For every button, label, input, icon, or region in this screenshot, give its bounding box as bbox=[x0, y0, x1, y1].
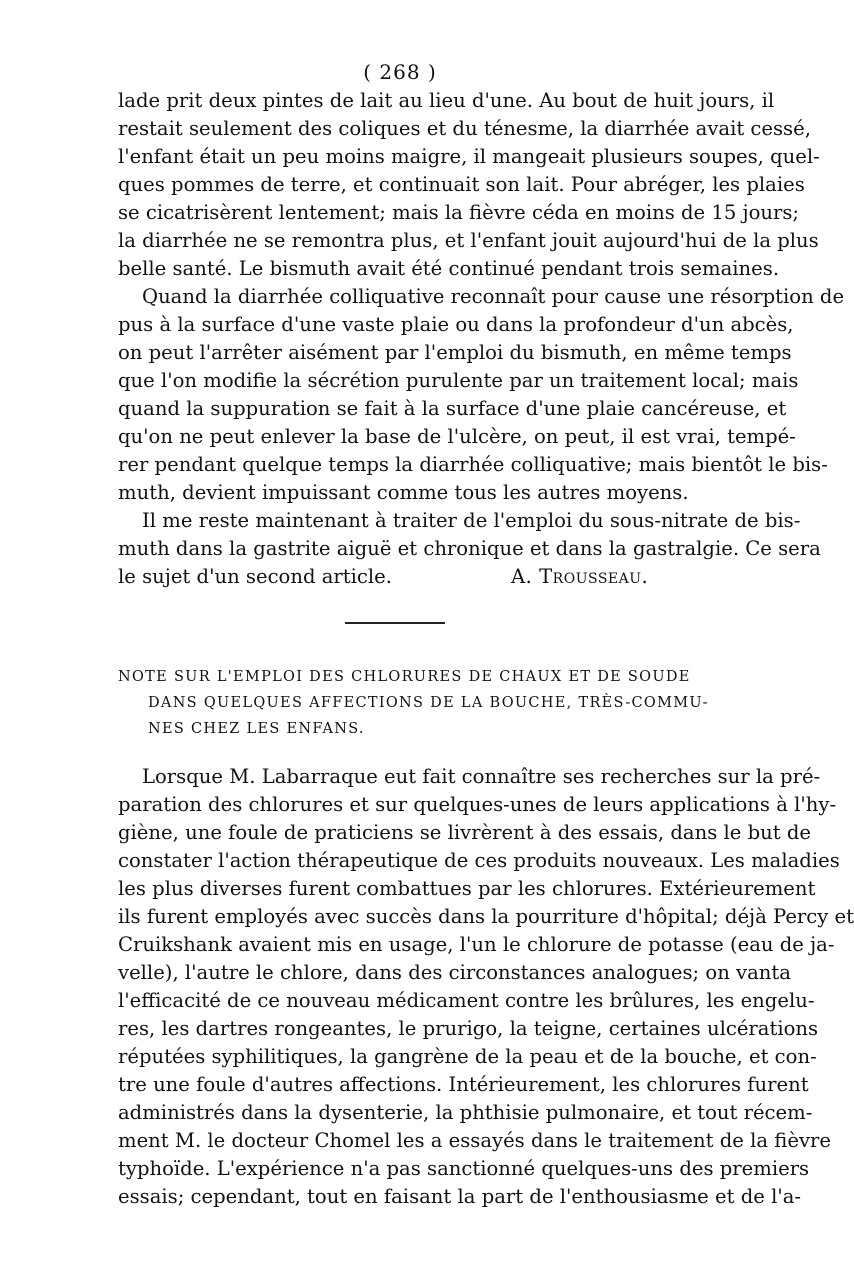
text-line: res, les dartres rongeantes, le prurigo, la teigne, certaines ulcérations bbox=[118, 1017, 819, 1040]
text-line: restait seulement des coliques et du ténesme, la diarrhée avait cessé, bbox=[118, 117, 811, 140]
article-title-line: DANS QUELQUES AFFECTIONS DE LA BOUCHE, TRÈS-COMMU- bbox=[148, 695, 709, 711]
text-line: se cicatrisèrent lentement; mais la fièvre céda en moins de 15 jours; bbox=[118, 201, 800, 224]
text-line: muth dans la gastrite aiguë et chronique et dans la gastralgie. Ce sera bbox=[118, 537, 821, 560]
article-title-line: NES CHEZ LES ENFANS. bbox=[148, 721, 365, 737]
text-line: la diarrhée ne se remontra plus, et l'enfant jouit aujourd'hui de la plus bbox=[118, 229, 819, 252]
text-line: l'enfant était un peu moins maigre, il mangeait plusieurs soupes, quel- bbox=[118, 145, 820, 168]
text-line: rer pendant quelque temps la diarrhée colliquative; mais bientôt le bis- bbox=[118, 453, 828, 476]
text-line: typhoïde. L'expérience n'a pas sanctionné quelques-uns des premiers bbox=[118, 1157, 810, 1180]
text-line: que l'on modifie la sécrétion purulente par un traitement local; mais bbox=[118, 369, 799, 392]
text-line: belle santé. Le bismuth avait été continué pendant trois semaines. bbox=[118, 257, 780, 280]
text-line: velle), l'autre le chlore, dans des circonstances analogues; on vanta bbox=[118, 961, 791, 984]
text-line: Il me reste maintenant à traiter de l'emploi du sous-nitrate de bis- bbox=[142, 509, 801, 532]
page-number: ( 268 ) bbox=[363, 60, 437, 84]
text-line: paration des chlorures et sur quelques-unes de leurs applications à l'hy- bbox=[118, 793, 837, 816]
text-line: on peut l'arrêter aisément par l'emploi du bismuth, en même temps bbox=[118, 341, 792, 364]
text-line: Cruikshank avaient mis en usage, l'un le chlorure de potasse (eau de ja- bbox=[118, 933, 835, 956]
article-title-line: NOTE SUR L'EMPLOI DES CHLORURES DE CHAUX ET DE SOUDE bbox=[118, 669, 691, 685]
author-signature: A. Trousseau. bbox=[511, 565, 649, 588]
text-line: pus à la surface d'une vaste plaie ou dans la profondeur d'un abcès, bbox=[118, 313, 794, 336]
text-line: administrés dans la dysenterie, la phthisie pulmonaire, et tout récem- bbox=[118, 1101, 813, 1124]
text-line: lade prit deux pintes de lait au lieu d'une. Au bout de huit jours, il bbox=[118, 89, 775, 112]
text-line: réputées syphilitiques, la gangrène de la peau et de la bouche, et con- bbox=[118, 1045, 817, 1068]
section-divider bbox=[345, 622, 445, 624]
text-line: quand la suppuration se fait à la surface d'une plaie cancéreuse, et bbox=[118, 397, 787, 420]
text-line: ils furent employés avec succès dans la pourriture d'hôpital; déjà Percy et bbox=[118, 905, 854, 928]
text-line: ques pommes de terre, et continuait son lait. Pour abréger, les plaies bbox=[118, 173, 805, 196]
text-line: essais; cependant, tout en faisant la part de l'enthousiasme et de l'a- bbox=[118, 1185, 802, 1208]
text-line: giène, une foule de praticiens se livrèrent à des essais, dans le but de bbox=[118, 821, 811, 844]
text-line: l'efficacité de ce nouveau médicament contre les brûlures, les engelu- bbox=[118, 989, 815, 1012]
text-line: Quand la diarrhée colliquative reconnaît pour cause une résorption de bbox=[142, 285, 845, 308]
text-line: le sujet d'un second article. bbox=[118, 565, 392, 588]
text-line: Lorsque M. Labarraque eut fait connaître ses recherches sur la pré- bbox=[142, 765, 821, 788]
text-line: muth, devient impuissant comme tous les autres moyens. bbox=[118, 481, 689, 504]
text-line: tre une foule d'autres affections. Intérieurement, les chlorures furent bbox=[118, 1073, 809, 1096]
text-line: les plus diverses furent combattues par les chlorures. Extérieurement bbox=[118, 877, 816, 900]
text-line: constater l'action thérapeutique de ces produits nouveaux. Les maladies bbox=[118, 849, 840, 872]
text-line: qu'on ne peut enlever la base de l'ulcère, on peut, il est vrai, tempé- bbox=[118, 425, 796, 448]
text-line: ment M. le docteur Chomel les a essayés dans le traitement de la fièvre bbox=[118, 1129, 831, 1152]
